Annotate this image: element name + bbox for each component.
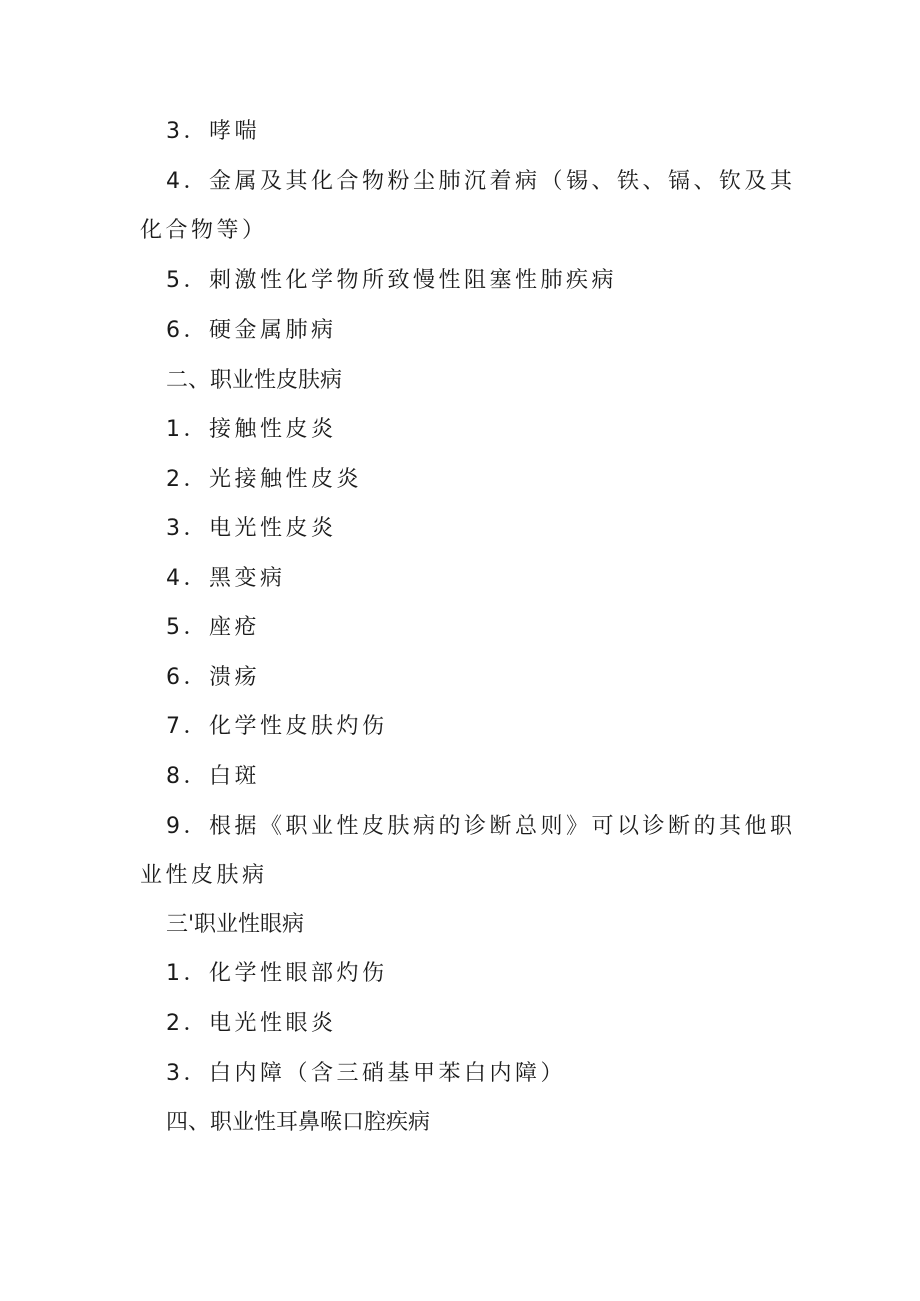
list-item: 8．白斑 bbox=[166, 764, 260, 789]
list-item-continuation: 化合物等） bbox=[140, 218, 268, 243]
list-item: 6．硬金属肺病 bbox=[166, 318, 337, 343]
list-item: 9．根据《职业性皮肤病的诊断总则》可以诊断的其他职 bbox=[166, 814, 796, 839]
list-item: 3．白内障（含三硝基甲苯白内障） bbox=[166, 1061, 566, 1086]
list-item: 1．化学性眼部灼伤 bbox=[166, 961, 388, 986]
section-heading: 二、职业性皮肤病 bbox=[166, 368, 343, 393]
list-item: 1．接触性皮炎 bbox=[166, 417, 337, 442]
list-item: 3．哮喘 bbox=[166, 119, 260, 144]
list-item: 2．电光性眼炎 bbox=[166, 1011, 337, 1036]
list-item: 4．金属及其化合物粉尘肺沉着病（锡、铁、镉、钦及其 bbox=[166, 169, 796, 194]
list-item: 4．黑变病 bbox=[166, 566, 286, 591]
section-heading: 三'职业性眼病 bbox=[166, 912, 305, 937]
list-item-continuation: 业性皮肤病 bbox=[140, 863, 268, 888]
list-item: 7．化学性皮肤灼伤 bbox=[166, 714, 388, 739]
list-item: 6．溃疡 bbox=[166, 665, 260, 690]
list-item: 5．刺激性化学物所致慢性阻塞性肺疾病 bbox=[166, 268, 617, 293]
section-heading: 四、职业性耳鼻喉口腔疾病 bbox=[166, 1110, 431, 1135]
list-item: 3．电光性皮炎 bbox=[166, 516, 337, 541]
list-item: 5．座疮 bbox=[166, 615, 260, 640]
list-item: 2．光接触性皮炎 bbox=[166, 467, 362, 492]
